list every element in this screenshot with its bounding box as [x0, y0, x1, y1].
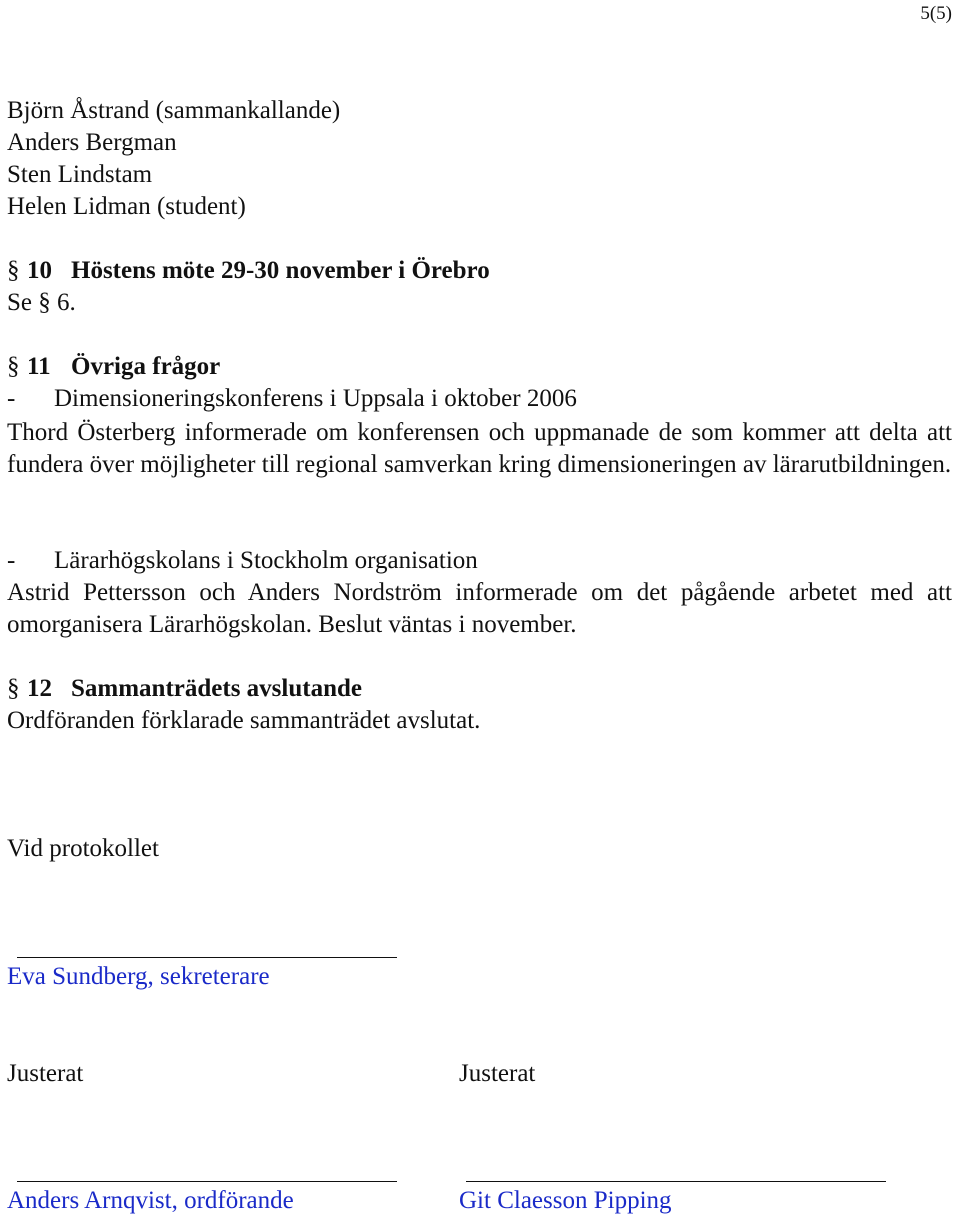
adjuster-label-left: Justerat — [7, 1060, 84, 1087]
section-symbol: § — [7, 353, 20, 380]
section-number: 12 — [27, 675, 52, 702]
attendee-line: Björn Åstrand (sammankallande) — [7, 97, 341, 124]
dash-marker: - — [7, 547, 16, 574]
adjuster-label-right: Justerat — [459, 1060, 536, 1087]
section-11-heading — [7, 351, 220, 383]
agenda-item-topic — [7, 545, 478, 577]
page-number: 5(5) — [920, 3, 952, 24]
section-symbol: § — [7, 257, 20, 284]
agenda-item-text: Thord Österberg informerade om konferensen och uppmanade de som kommer att delta att fundera över möjligheter till regional samverkan kring dimensioneringen av lärarutbildningen. — [7, 419, 952, 478]
section-10-body: Se § 6. — [7, 289, 76, 316]
adjuster-name: Git Claesson Pipping — [459, 1187, 672, 1214]
section-number: 10 — [27, 257, 52, 284]
chair-signature-line — [17, 1181, 397, 1182]
section-12-body: Ordföranden förklarade sammanträdet avslutat. — [7, 707, 481, 734]
section-title: Övriga frågor — [71, 353, 221, 380]
attendee-line: Anders Bergman — [7, 129, 177, 156]
chair-name: Anders Arnqvist, ordförande — [7, 1187, 294, 1214]
section-title: Höstens möte 29-30 november i Örebro — [71, 257, 490, 284]
section-10-heading — [7, 255, 490, 287]
attendee-line: Helen Lidman (student) — [7, 193, 246, 220]
topic-text: Dimensioneringskonferens i Uppsala i oktober 2006 — [54, 385, 577, 412]
secretary-signature-line — [17, 957, 397, 958]
section-title: Sammanträdets avslutande — [71, 675, 362, 702]
dash-marker: - — [7, 385, 16, 412]
minutes-label: Vid protokollet — [7, 835, 159, 862]
section-12-heading — [7, 673, 362, 705]
attendee-line: Sten Lindstam — [7, 161, 153, 188]
adjuster-signature-line — [466, 1181, 886, 1182]
secretary-name: Eva Sundberg, sekreterare — [7, 963, 270, 990]
section-number: 11 — [27, 353, 51, 380]
section-symbol: § — [7, 675, 20, 702]
topic-text: Lärarhögskolans i Stockholm organisation — [54, 547, 478, 574]
agenda-item-topic — [7, 383, 577, 415]
agenda-item-text: Astrid Pettersson och Anders Nordström informerade om det pågående arbetet med att omorganisera Lärarhögskolan. Beslut väntas i november. — [7, 579, 952, 638]
